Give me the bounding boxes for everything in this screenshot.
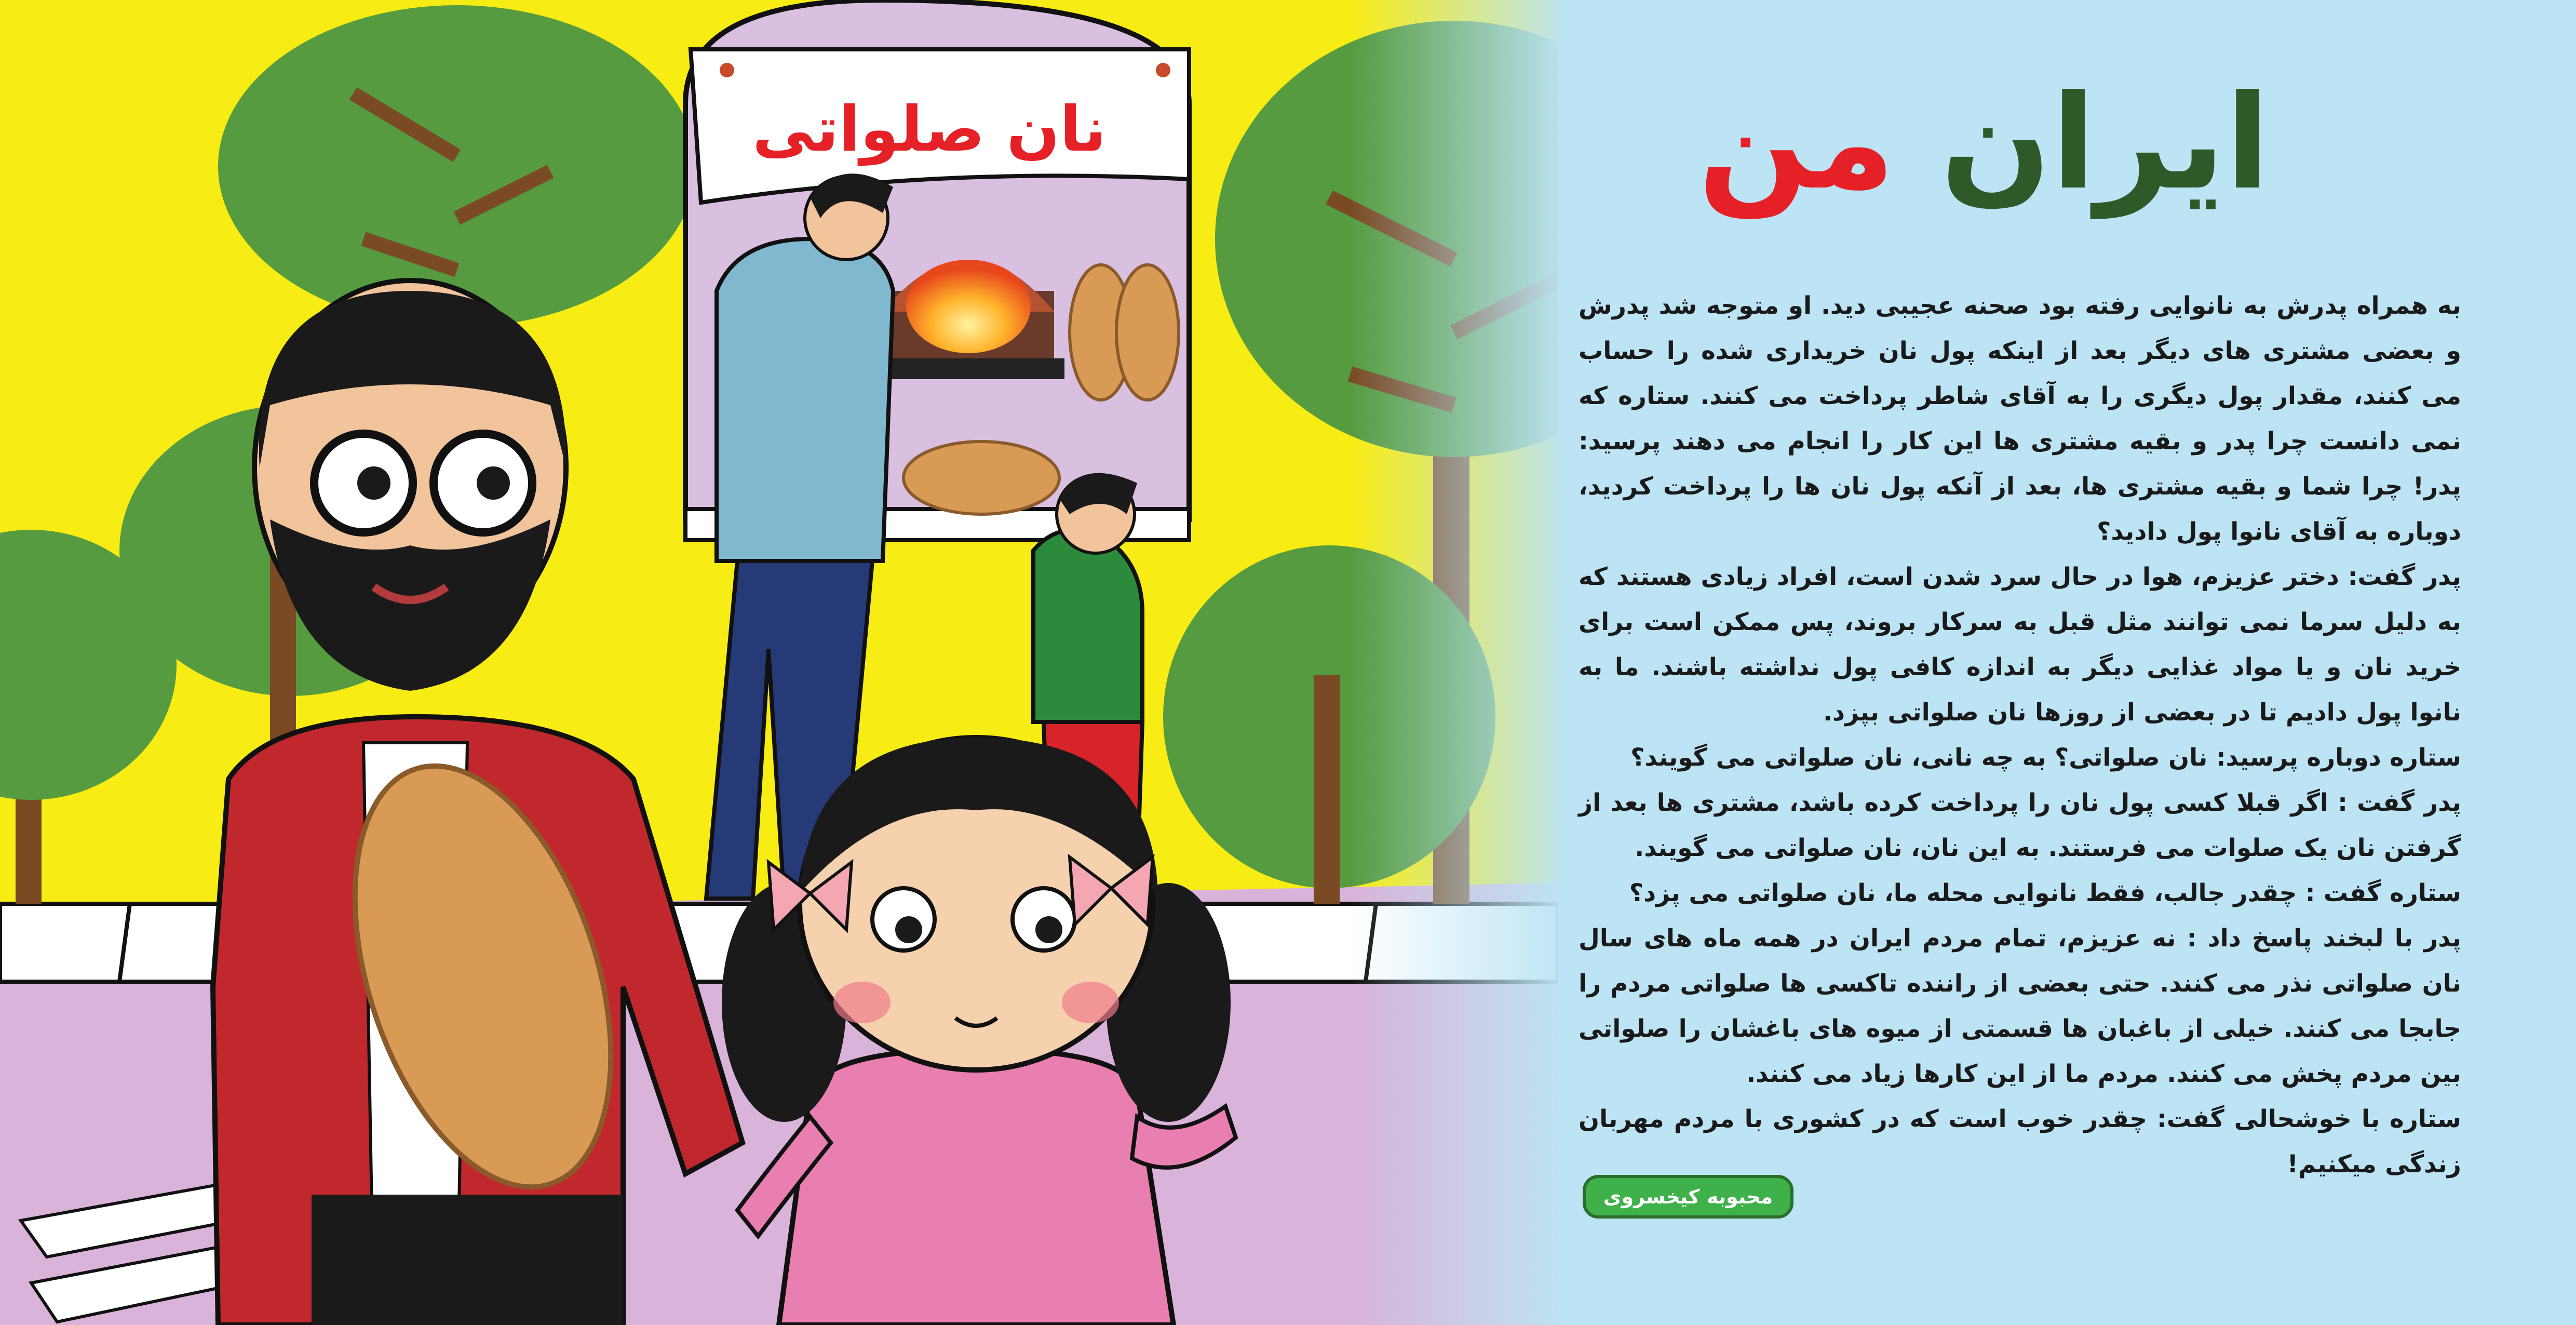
story-paragraph: به همراه پدرش به نانوایی رفته بود صحنه عجیبی دید. او متوجه شد پدرش و بعضی مشتری های دیگر بعد از اینکه پول نان خریداری شده را حساب می کنند، مقدار پول دیگری را به آقای شاطر پرداخت می کنند. ستاره که نمی دانست چرا پدر و بقیه مشتری ها این کار را انجام می دهند پرسید: پدر! چرا شما و بقیه مشتری ها، بعد از آنکه پول نان ها را پرداخت کردید، دوباره به آقای نانوا پول دادید؟ xyxy=(1579,291,2461,546)
title-word-2: من xyxy=(1698,67,1895,218)
story-paragraph: ستاره با خوشحالی گفت: چقدر خوب است که در کشوری با مردم مهربان زندگی میکنیم! xyxy=(1579,1105,2461,1179)
banner-sign-text: نان صلواتی xyxy=(752,93,1107,166)
author-badge: محبوبه کیخسروی xyxy=(1583,1175,1793,1219)
story-paragraph: پدر با لبخند پاسخ داد : نه عزیزم، تمام مردم ایران در همه ماه های سال نان صلواتی نذر می کنند. حتی بعضی از راننده تاکسی ها صلواتی مردم را جابجا می کنند. خیلی از باغبان ها قسمتی از میوه های باغشان را صلواتی بین مردم پخش می کنند. مردم ما از این کارها زیاد می کنند. xyxy=(1579,924,2461,1088)
story-paragraph: پدر گفت : اگر قبلا کسی پول نان را پرداخت کرده باشد، مشتری ها بعد از گرفتن نان یک صلوات می فرستند. به این نان، نان صلواتی می گویند. xyxy=(1579,788,2461,862)
title-word-1: ایران xyxy=(1940,67,2270,218)
page-title xyxy=(1698,67,2270,218)
story-paragraph: ستاره گفت : چقدر جالب، فقط نانوایی محله ما، نان صلواتی می پزد؟ xyxy=(1629,879,2461,907)
story-paragraph: پدر گفت: دختر عزیزم، هوا در حال سرد شدن است، افراد زیادی هستند که به دلیل سرما نمی توانند مثل قبل به سرکار بروند، پس ممکن است برای خرید نان و یا مواد غذایی دیگر به اندازه کافی پول نداشته باشند. ما به نانوا پول دادیم تا در بعضی از روزها نان صلواتی بپزد. xyxy=(1579,563,2461,727)
story-text xyxy=(1579,283,2461,1187)
story-paragraph: ستاره دوباره پرسید: نان صلواتی؟ به چه نانی، نان صلواتی می گویند؟ xyxy=(1630,743,2461,772)
